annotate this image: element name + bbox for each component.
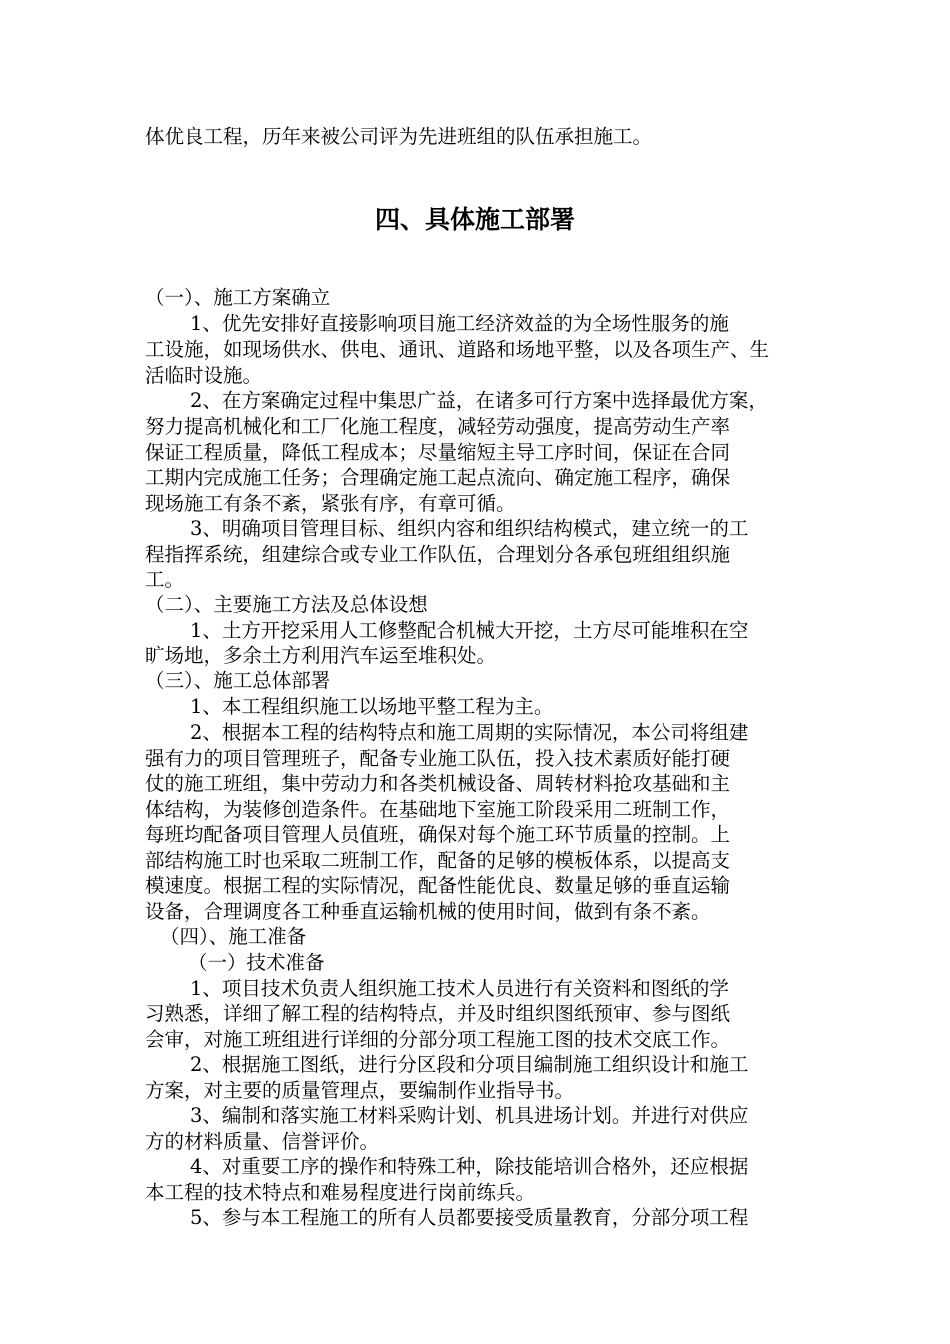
paragraph-line: 方的材料质量、信誉评价。 xyxy=(145,1130,380,1153)
paragraph-line: 4、对重要工序的操作和特殊工种，除技能培训合格外，还应根据 xyxy=(190,1155,749,1178)
subsection-heading: （四）、施工准备 xyxy=(160,925,307,948)
paragraph-line: 3、编制和落实施工材料采购计划、机具进场计划。并进行对供应 xyxy=(190,1104,749,1127)
paragraph-line: 程指挥系统，组建综合或专业工作队伍，合理划分各承包班组组织施 xyxy=(145,543,731,566)
subsection-heading: （二）、主要施工方法及总体设想 xyxy=(145,593,428,616)
paragraph-line: 强有力的项目管理班子，配备专业施工队伍，投入技术素质好能打硬 xyxy=(145,747,731,770)
paragraph-line: 2、根据施工图纸，进行分区段和分项目编制施工组织设计和施工 xyxy=(190,1053,749,1076)
paragraph-line: 保证工程质量，降低工程成本；尽量缩短主导工序时间，保证在合同 xyxy=(145,441,731,464)
paragraph-line: 旷场地，多余土方利用汽车运至堆积处。 xyxy=(145,644,497,667)
paragraph-line: 每班均配备项目管理人员值班，确保对每个施工环节质量的控制。上 xyxy=(145,823,731,846)
paragraph-line: 现场施工有条不紊，紧张有序，有章可循。 xyxy=(145,492,516,515)
paragraph-line: 努力提高机械化和工厂化施工程度，减轻劳动强度，提高劳动生产率 xyxy=(145,415,731,438)
paragraph-line: 3、明确项目管理目标、组织内容和组织结构模式，建立统一的工 xyxy=(190,517,749,540)
paragraph-line: 工。 xyxy=(145,568,185,591)
paragraph-line: 1、优先安排好直接影响项目施工经济效益的为全场性服务的施 xyxy=(190,312,729,335)
paragraph-line: 方案，对主要的质量管理点，要编制作业指导书。 xyxy=(145,1079,575,1102)
paragraph-line: 1、项目技术负责人组织施工技术人员进行有关资料和图纸的学 xyxy=(190,977,729,1000)
paragraph-line: 1、本工程组织施工以场地平整工程为主。 xyxy=(190,695,554,718)
paragraph-line: 体结构，为装修创造条件。在基础地下室施工阶段采用二班制工作， xyxy=(145,798,731,821)
paragraph-line: 设备，合理调度各工种垂直运输机械的使用时间，做到有条不紊。 xyxy=(145,900,711,923)
paragraph-line: 2、在方案确定过程中集思广益，在诸多可行方案中选择最优方案， xyxy=(190,389,768,412)
paragraph-line: 仗的施工班组，集中劳动力和各类机械设备、周转材料抢攻基础和主 xyxy=(145,772,731,795)
paragraph-line: 体优良工程，历年来被公司评为先进班组的队伍承担施工。 xyxy=(145,125,653,148)
paragraph-line: 工设施，如现场供水、供电、通讯、道路和场地平整，以及各项生产、生 xyxy=(145,338,770,361)
paragraph-line: 1、土方开挖采用人工修整配合机械大开挖，土方尽可能堆积在空 xyxy=(190,619,749,642)
paragraph-line: 工期内完成施工任务；合理确定施工起点流向、确定施工程序，确保 xyxy=(145,466,731,489)
paragraph-line: 习熟悉，详细了解工程的结构特点，并及时组织图纸预审、参与图纸 xyxy=(145,1002,731,1025)
paragraph-line: 2、根据本工程的结构特点和施工周期的实际情况，本公司将组建 xyxy=(190,721,749,744)
section-heading: 四、具体施工部署 xyxy=(374,205,575,234)
paragraph-line: 模速度。根据工程的实际情况，配备性能优良、数量足够的垂直运输 xyxy=(145,874,731,897)
subsection-heading: （一）、施工方案确立 xyxy=(145,286,331,309)
paragraph-line: 会审，对施工班组进行详细的分部分项工程施工图的技术交底工作。 xyxy=(145,1028,731,1051)
paragraph-line: 活临时设施。 xyxy=(145,364,263,387)
subsection-heading: （三）、施工总体部署 xyxy=(145,669,331,692)
paragraph-line: 部结构施工时也采取二班制工作，配备的足够的模板体系，以提高支 xyxy=(145,849,731,872)
paragraph-line: 本工程的技术特点和难易程度进行岗前练兵。 xyxy=(145,1181,536,1204)
paragraph-line: 5、参与本工程施工的所有人员都要接受质量教育，分部分项工程 xyxy=(190,1206,749,1229)
subsection-heading: （一）技术准备 xyxy=(188,951,325,974)
